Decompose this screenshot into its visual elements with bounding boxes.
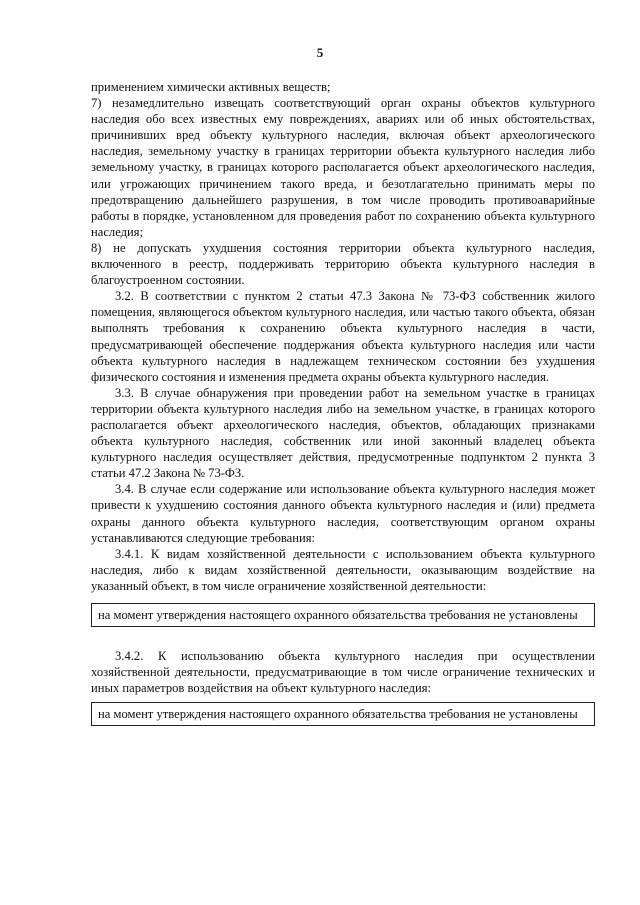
paragraph-3-4: 3.4. В случае если содержание или использование объекта культурного наследия может привести к ухудшению состояния данного объекта культурного наследия и (или) предмета охраны данного объекта культурного наследия, соответствующим органом охраны устанавливаются следующие требования: <box>91 482 595 545</box>
paragraph-3-4-2: 3.4.2. К использованию объекта культурного наследия при осуществлении хозяйственной деятельности, предусматривающие в том числе ограничение технических и иных параметров воздействия на объект культурного наследия: <box>91 649 595 696</box>
paragraph-continuation: применением химически активных веществ; <box>91 80 331 94</box>
requirements-box-1: на момент утверждения настоящего охранного обязательства требования не установлены <box>91 603 595 627</box>
paragraph-3-4-1: 3.4.1. К видам хозяйственной деятельности с использованием объекта культурного наследия, либо к видам хозяйственной деятельности, оказывающим воздействие на указанный объект, в том числе ограничение хозяйственной деятельности: <box>91 546 595 593</box>
page-number: 5 <box>316 45 324 60</box>
paragraph-3-2: 3.2. В соответствии с пунктом 2 статьи 47.3 Закона № 73-ФЗ собственник жилого помещения, являющегося объектом культурного наследия, или частью такого объекта, обязан выполнять требования к сохранению объекта культурного наследия в части, предусматривающей обеспечение поддержания объекта культурного наследия или части объекта культурного наследия в надлежащем техническом состоянии без ухудшения физического состояния и изменения предмета охраны объекта культурного наследия. <box>91 289 595 384</box>
requirements-box-2: на момент утверждения настоящего охранного обязательства требования не установлены <box>91 702 595 726</box>
paragraph-item-8: 8) не допускать ухудшения состояния территории объекта культурного наследия, включенного в реестр, поддерживать территорию объекта культурного наследия в благоустроенном состоянии. <box>91 240 595 288</box>
paragraph-3-3: 3.3. В случае обнаружения при проведении работ на земельном участке в границах территории объекта культурного наследия либо на земельном участке, в границах которого располагается объект археологического наследия, объектов, обладающих признаками объекта культурного наследия, собственник или иной законный владелец объекта культурного наследия осуществляет действия, предусмотренные подпунктом 2 пункта 3 статьи 47.2 Закона № 73-ФЗ. <box>91 385 595 481</box>
paragraph-item-7: 7) незамедлительно извещать соответствующий орган охраны объектов культурного наследия обо всех известных ему повреждениях, авариях или об иных обстоятельствах, причинивших вред объекту культурного наследия, включая объект археологического наследия, земельному участку в границах территории объекта культурного наследия либо земельному участку, в границах которого располагается объект археологического наследия, или угрожающих причинением такого вреда, и безотлагательно принимать меры по предотвращению дальнейшего разрушения, в том числе проводить противоаварийные работы в порядке, установленном для проведения работ по сохранению объекта культурного наследия; <box>91 96 595 239</box>
document-body <box>91 79 595 734</box>
